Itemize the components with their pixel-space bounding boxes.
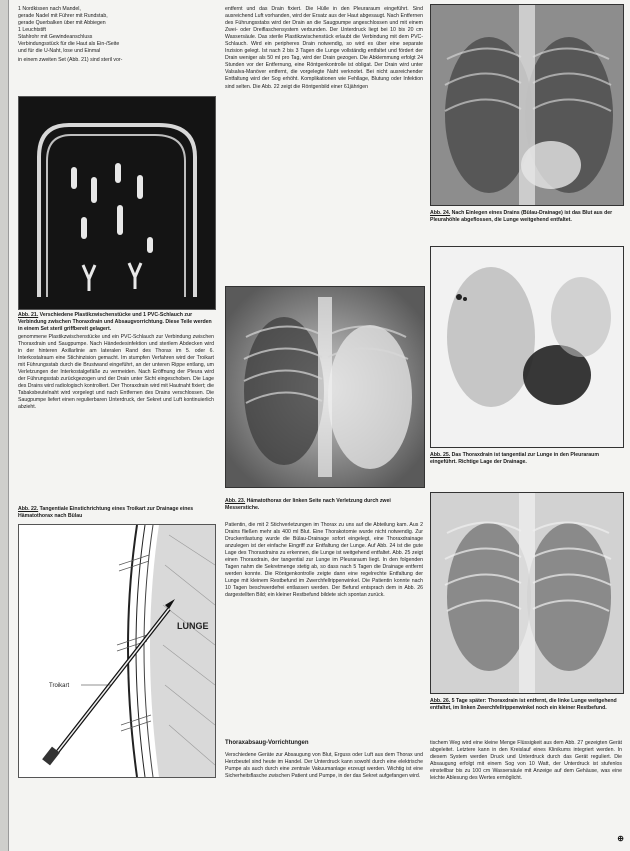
troikart-label: Troikart (49, 683, 70, 689)
figure-23-xray (225, 286, 425, 488)
lung-label: LUNGE (177, 621, 209, 631)
tubes-illustration (19, 97, 215, 309)
troikart-diagram (19, 525, 215, 777)
caption-text: Hämatothorax der linken Seite nach Verletzung durch zwei Messerstiche. (225, 498, 391, 511)
caption-label: Abb. 24. (430, 210, 451, 216)
list-line: 1 Nordkissen nach Mandel, (18, 6, 81, 12)
page-binding-edge (0, 0, 9, 851)
chest-xray-24 (431, 5, 623, 205)
column1-body-text (18, 334, 214, 412)
caption-text: 5 Tage später: Thoraxdrain ist entfernt, die linke Lunge weitgehend entfaltet, im linken Zwerchfellrippenwinkel noch ein kleiner Restbefund. (430, 698, 617, 711)
chest-xray-26 (431, 493, 623, 693)
figure-21-photo (18, 96, 216, 310)
figure-23-caption (225, 498, 423, 512)
figure-24-caption (430, 210, 622, 224)
caption-text: Das Thoraxdrain ist tangential zur Lunge in den Pleuraraum eingeführt. Richtige Lage der Drainage. (430, 452, 599, 465)
column2-body-text (225, 522, 423, 600)
figure-22-caption (18, 506, 214, 520)
list-line: und für die U-Naht, lose und Einmal (18, 48, 101, 55)
column3-bottom-text (430, 740, 622, 782)
list-line: 1 Leuchtstift (18, 27, 46, 34)
figure-22-diagram (18, 524, 216, 778)
caption-label: Abb. 21. (18, 312, 39, 318)
paragraph: genommene Plastikzwischenstücke und ein PVC-Schlauch zur Verbindung zwischen Thoraxdrain und Saugpumpe. Nach Händedesinfektion und sterilem Abdecken wird in der hinteren Axillarlinie am lateralen Rand des Thorax im 5. oder 6. Interkostalraum eine Stichinzision gemacht. Im stumpfen Verfahren wird der Troikart mit Führungsstab durch die Brustwand eingeführt, an der unteren Rippe entlang, um Verletzungen der Interkostalgefäße zu vermeiden. Nach Eröffnung der Pleura wird der Führungsstab zurückgezogen und der Drain unter Sicht eingeschoben. Die Lage des Drains wird radiologisch kontrolliert. Der Thoraxdrain wird mit Hautnaht fixiert; die Tabaksbeutelnaht wird vorgelegt und nach Entfernen des Drains verschlossen. Die Saugpumpe liefert einen regulierbaren Unterdruck, der Sekret und Luft kontinuierlich abzieht. (18, 334, 214, 411)
column1-intro-text (18, 6, 214, 64)
section-heading: Thoraxabsaug-Vorrichtungen (225, 740, 309, 746)
caption-label: Abb. 22. (18, 506, 39, 512)
caption-label: Abb. 25. (430, 452, 451, 458)
paragraph: Patientin, die mit 2 Stichverletzungen im Thorax zu uns auf die Abteilung kam. Aus 2 Drains fließen mehr als 400 ml Blut. Eine Thorakotomie wurde nicht notwendig. Zur Druckentlastung wurde die Bülau-Drainage sofort eingelegt, eine Thoraxdrainage anzulegen ist der einfache Eingriff zur Entfaltung der Lunge. Auf Abb. 24 ist die gute Lage des Thoraxdrains zu erkennen, die Lunge ist weitgehend entfaltet. Abb. 25 zeigt einen Thoraxdrain, der tangential zur Lunge im Pleuraraum liegt. In den folgenden Tagen nahm die Sekretmenge stetig ab, so dass nach 5 Tagen die Drainage entfernt werden konnte. Die Röntgenkontrolle zeigte dann eine regelrechte Entfaltung der Lunge mit kleinem Restbefund im Zwerchfellrippenwinkel. Die Patientin konnte nach 10 Tagen beschwerdefrei entlassen werden. Der Befund entsprach dem in Abb. 26 dargestellten Bild; ein kleiner Restbefund bildete sich spontan zurück. (225, 522, 423, 599)
figure-26-caption (430, 698, 622, 712)
list-line: gerade Nadel mit Führer mit Rundstab, (18, 13, 108, 20)
figure-25-xray (430, 246, 624, 448)
paragraph: in einem zweiten Set (Abb. 21) sind steril vor- (18, 57, 123, 64)
figure-24-xray (430, 4, 624, 206)
caption-text: Tangentiale Einstichrichtung eines Troikart zur Drainage eines Hämatothorax nach Bülau (18, 506, 194, 519)
column2-bottom-text (225, 752, 423, 780)
paragraph: Verschiedene Geräte zur Absaugung von Blut, Erguss oder Luft aus dem Thorax und Herzbeutel sind heute im Handel. Der Unterdruck kann sowohl durch eine elektrische Pumpe als auch durch eine zentrale Vakuumanlage erzeugt werden. Wichtig ist eine Sicherheitsflasche zwischen Patient und Pumpe, in der das Sekret aufgefangen wird. (225, 752, 423, 780)
list-line: gerade Querbalken über mit Abbiegen (18, 20, 106, 27)
figure-26-xray (430, 492, 624, 694)
caption-text: Nach Einlegen eines Drains (Bülau-Drainage) ist das Blut aus der Pleurahöhle abgeflossen, die Lunge weitgehend entfaltet. (430, 210, 613, 223)
figure-25-caption (430, 452, 622, 466)
list-line: Verbindungsstück für die Haut als Ein-/Seite (18, 41, 120, 48)
caption-label: Abb. 26. (430, 698, 451, 704)
column2-intro-text (225, 6, 423, 91)
figure-21-caption (18, 312, 214, 333)
chest-xray-25 (431, 247, 623, 447)
paragraph: entfernt und das Drain fixiert. Die Hülle in den Pleuraraum eingeführt. Sind ausreichend Luft vorhanden, wird der Ersatz aus der Haut abgesaugt. Nach Entfernen des Führungsstabs wird der Drain an die Saugpumpe angeschlossen und mit einem Zwei- oder Dreiflaschensystem verbunden. Der Unterdruck liegt bei 10 bis 20 cm Wassersäule. Das sterile Plastikzwischenstück erlaubt die Verbindung mit dem PVC-Schlauch. Wird ein peripheres Drain notwendig, so wird es über eine separate Inzision gelegt. Ist nach 2 bis 3 Tagen die Lunge vollständig entfaltet und fördert der Drain weniger als 50 ml pro Tag, wird der Drain gezogen. Die Abklemmung erfolgt 24 Stunden vor der Entfernung, eine Röntgenkontrolle ist obligat. Der Drain wird unter Valsalva-Manöver entfernt, die vorgelegte Naht verknotet. Bei nicht ausreichender Entfaltung wird der Sog erhöht. Komplikationen wie Fehllage, Blutung oder Infektion sind selten. Die Abb. 22 zeigt die Röntgenbild einer 61jährigen (225, 6, 423, 90)
paragraph: tischem Weg wird eine kleine Menge Flüssigkeit aus dem Abb. 27 gezeigten Gerät abgeleitet. Letztere kann in den Kreislauf eines Klinikums integriert werden. In diesem System werden Druck und Unterdruck durch das Gerät reguliert. Die Absaugung erfolgt mit einem Sog von 10 Watt, der Unterdruck ist stufenlos einstellbar bis zu 100 cm Wassersäule mit Anzeige auf dem Gehäuse, was eine leichte Ablesung des Wertes ermöglicht. (430, 740, 622, 782)
caption-label: Abb. 23. (225, 498, 246, 504)
page-mark: ⊕ (617, 834, 624, 843)
list-line: Stahlrohr mit Gewindeanschluss (18, 34, 93, 41)
chest-xray-23 (226, 287, 424, 487)
caption-text: Verschiedene Plastikzwischenstücke und 1 PVC-Schlauch zur Verbindung zwischen Thoraxdrain und Absaugvorrichtung. Diese Teile werden in einem Set steril griffbereit gelagert. (18, 312, 212, 332)
